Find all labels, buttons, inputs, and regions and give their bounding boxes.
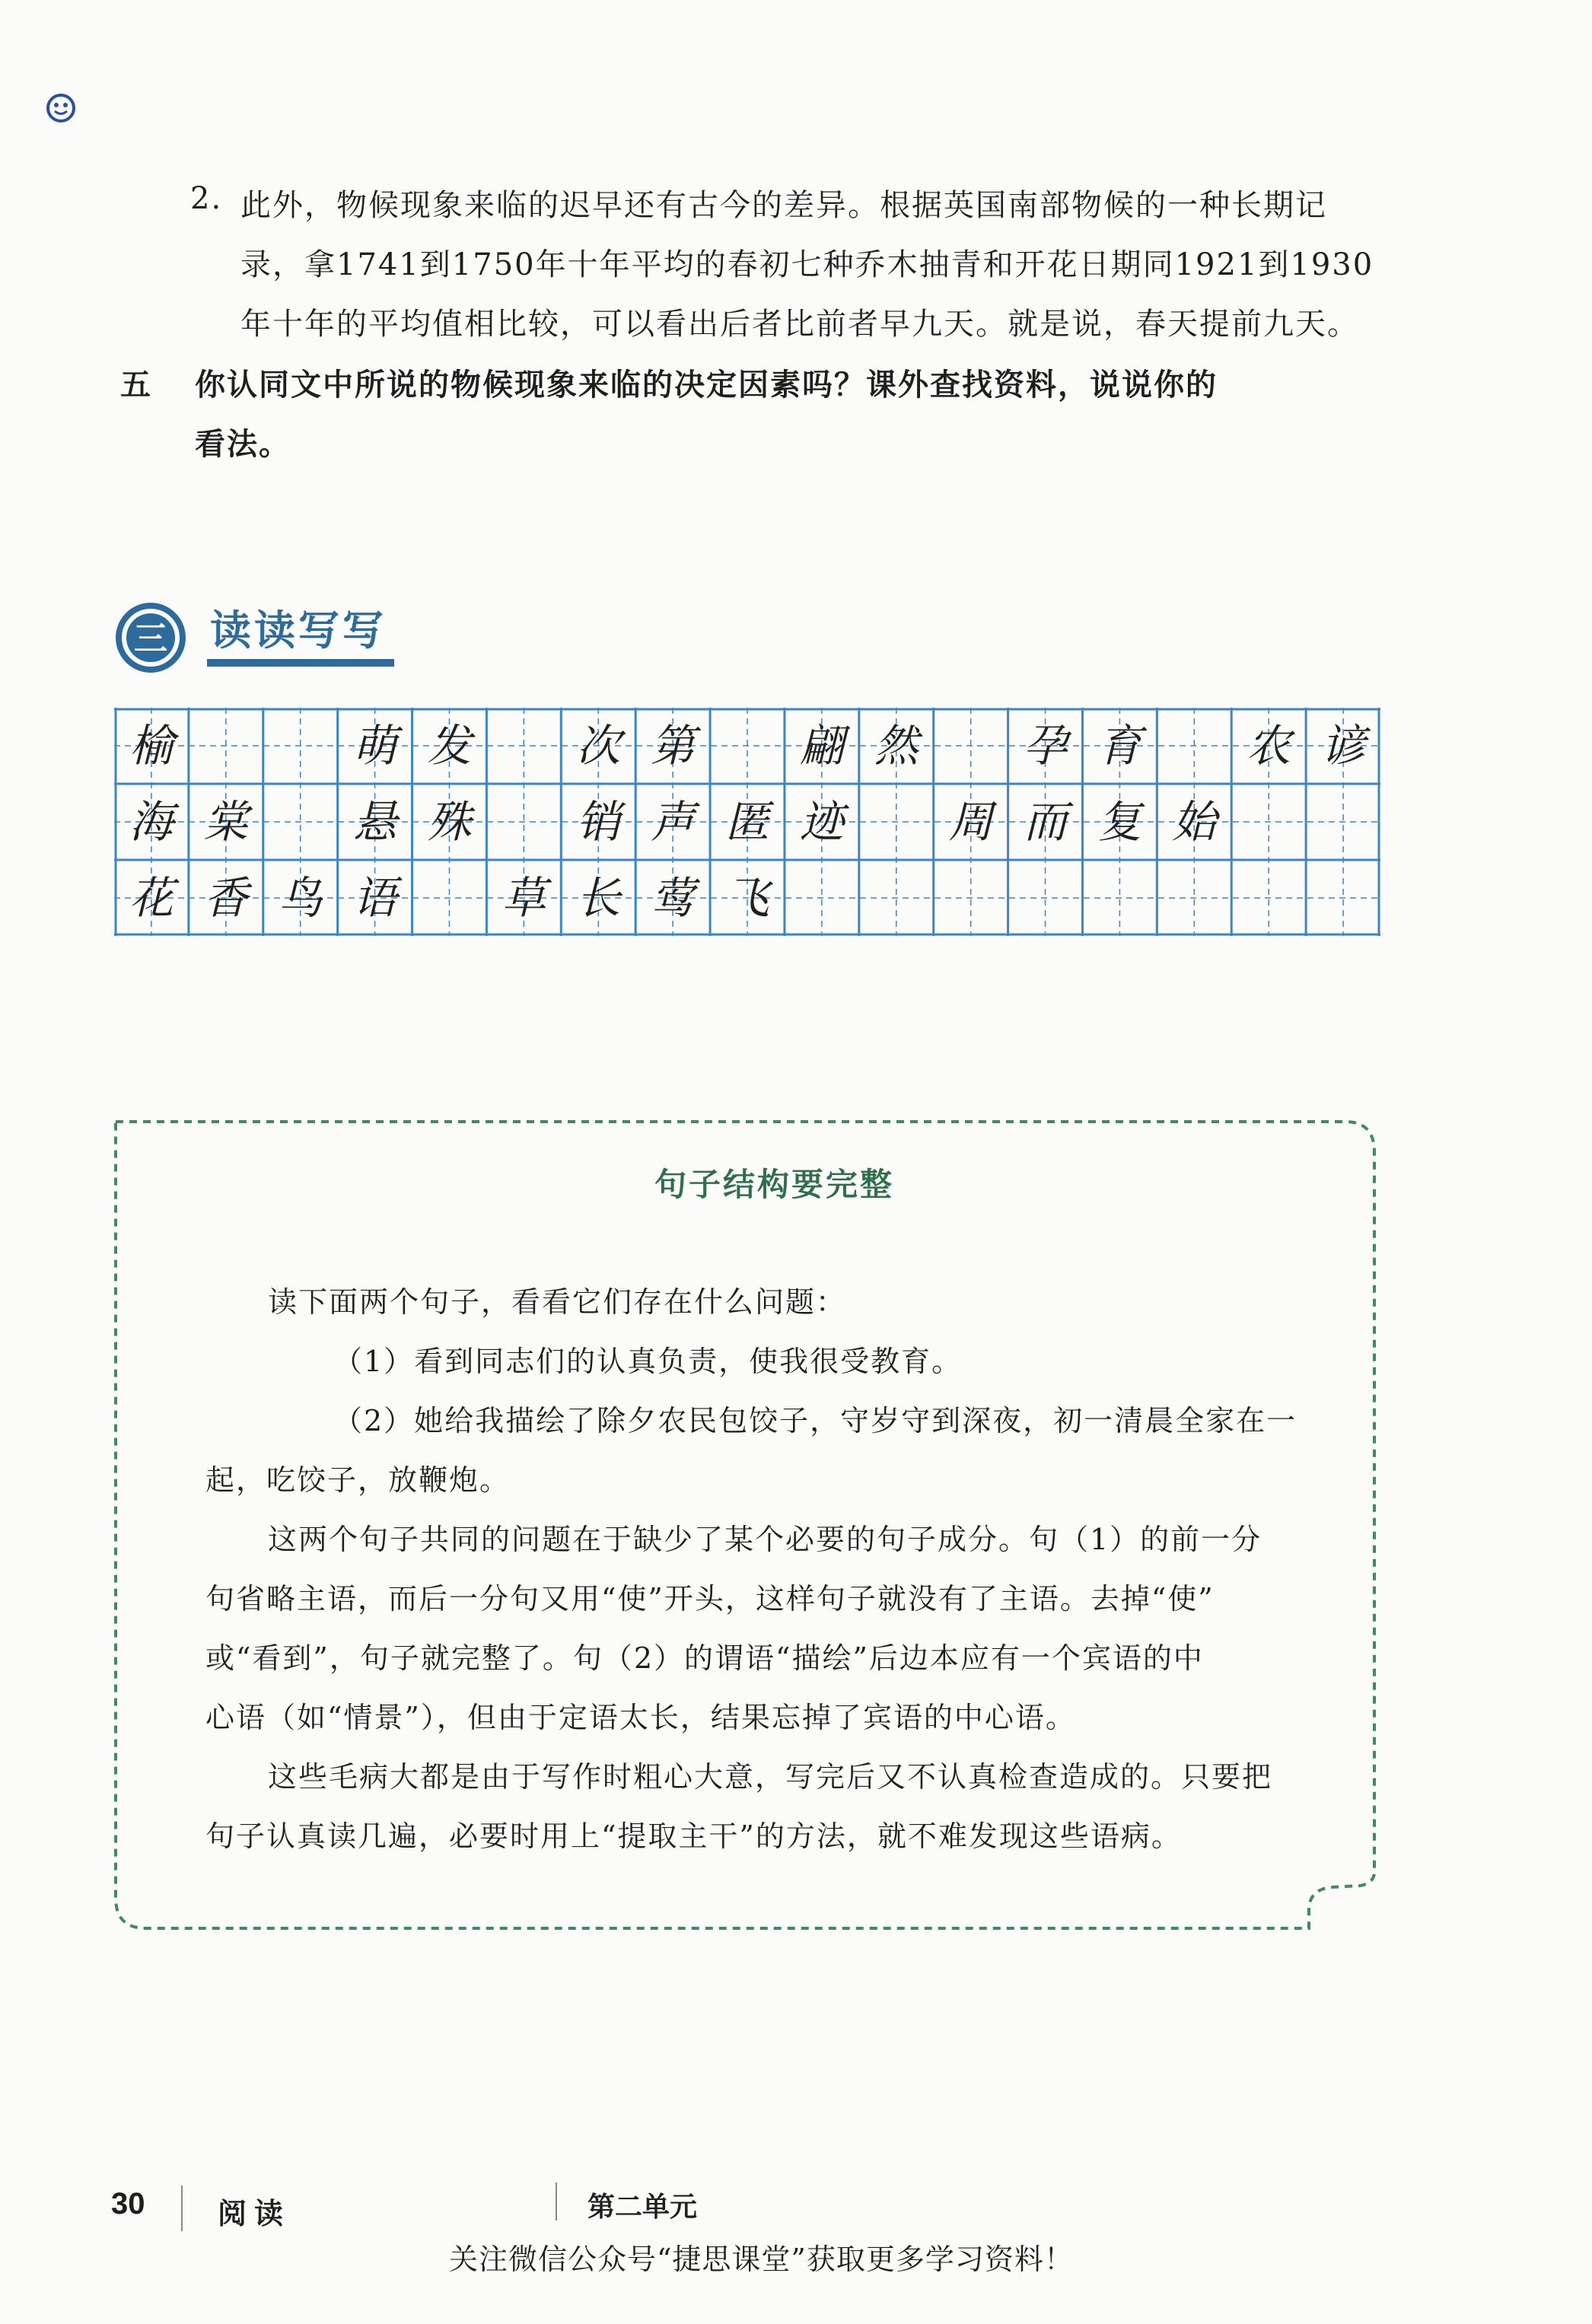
grid-character: 语	[352, 872, 397, 924]
grid-character: 然	[874, 720, 919, 772]
grid-character: 棠	[203, 796, 248, 848]
grid-character: 周	[948, 796, 993, 848]
vocabulary-grid	[114, 708, 1380, 936]
footer-unit-label: 第二单元	[587, 2191, 698, 2223]
grid-character: 匿	[724, 796, 769, 848]
footer-section-label: 阅读	[218, 2196, 291, 2230]
grid-character: 萌	[352, 720, 397, 772]
grid-character: 复	[1097, 796, 1142, 848]
grid-character: 声	[651, 796, 696, 848]
grid-character: 育	[1097, 720, 1142, 772]
grid-character: 发	[427, 720, 472, 772]
footer-note: 关注微信公众号“捷思课堂”获取更多学习资料！	[449, 2243, 1074, 2276]
section-number-icon	[114, 601, 187, 674]
question-label: 五	[120, 367, 152, 403]
grid-character: 鸟	[278, 872, 323, 924]
grid-character: 谚	[1321, 720, 1366, 772]
grid-character: 始	[1172, 796, 1217, 848]
tip-box-line: 这两个句子共同的问题在于缺少了某个必要的句子成分。句（1）的前一分	[268, 1523, 1262, 1556]
grid-character: 飞	[724, 872, 769, 924]
grid-character: 草	[501, 872, 546, 924]
section-title-underline	[207, 659, 394, 667]
item2-line: 录，拿1741到1750年十年平均的春初七种乔木抽青和开花日期同1921到1930	[240, 247, 1374, 282]
tip-box-title: 句子结构要完整	[654, 1166, 895, 1203]
question5-line: 你认同文中所说的物候现象来临的决定因素吗？课外查找资料，说说你的	[195, 367, 1218, 403]
grid-character: 长	[576, 872, 621, 924]
item2-line: 年十年的平均值相比较，可以看出后者比前者早九天。就是说，春天提前九天。	[240, 307, 1359, 342]
grid-character: 花	[129, 872, 174, 924]
smiley-icon	[46, 93, 76, 123]
grid-character: 悬	[352, 796, 397, 848]
section-title: 读读写写	[210, 606, 387, 654]
tip-box-line: 心语（如“情景”），但由于定语太长，结果忘掉了宾语的中心语。	[205, 1701, 1076, 1734]
tip-box-line: 句子认真读几遍，必要时用上“提取主干”的方法，就不难发现这些语病。	[205, 1819, 1182, 1853]
tip-box-line: 句省略主语，而后一分句又用“使”开头，这样句子就没有了主语。去掉“使”	[205, 1582, 1215, 1616]
grid-character: 海	[129, 796, 174, 848]
footer-divider	[556, 2182, 557, 2221]
item-number: 2.	[190, 181, 223, 216]
grid-character: 农	[1247, 720, 1291, 772]
tip-box-line: （1）看到同志们的认真负责，使我很受教育。	[333, 1345, 963, 1378]
grid-character: 榆	[129, 720, 174, 772]
tip-box-line: 这些毛病大都是由于写作时粗心大意，写完后又不认真检查造成的。只要把	[268, 1760, 1273, 1794]
grid-character: 殊	[427, 796, 472, 848]
item2-line: 此外，物候现象来临的迟早还有古今的差异。根据英国南部物候的一种长期记	[240, 188, 1327, 223]
grid-character: 孕	[1023, 720, 1068, 772]
grid-character: 销	[576, 796, 621, 848]
grid-character: 迹	[799, 796, 844, 848]
grid-character: 香	[203, 872, 248, 924]
section-number-text: 三	[134, 619, 167, 658]
grid-character: 莺	[651, 872, 696, 924]
grid-character: 第	[651, 720, 696, 772]
tip-box-line: 起，吃饺子，放鞭炮。	[205, 1463, 511, 1497]
tip-box-line: 读下面两个句子，看看它们存在什么问题：	[268, 1285, 847, 1319]
grid-character: 翩	[799, 720, 844, 772]
footer-divider	[181, 2186, 183, 2231]
tip-box-line: （2）她给我描绘了除夕农民包饺子，守岁守到深夜，初一清晨全家在一	[333, 1404, 1297, 1437]
page-number: 30	[111, 2187, 145, 2221]
tip-box-line: 或“看到”，句子就完整了。句（2）的谓语“描绘”后边本应有一个宾语的中	[205, 1641, 1204, 1675]
grid-character: 次	[576, 720, 621, 772]
grid-character: 而	[1023, 796, 1068, 848]
question5-line: 看法。	[195, 426, 291, 462]
